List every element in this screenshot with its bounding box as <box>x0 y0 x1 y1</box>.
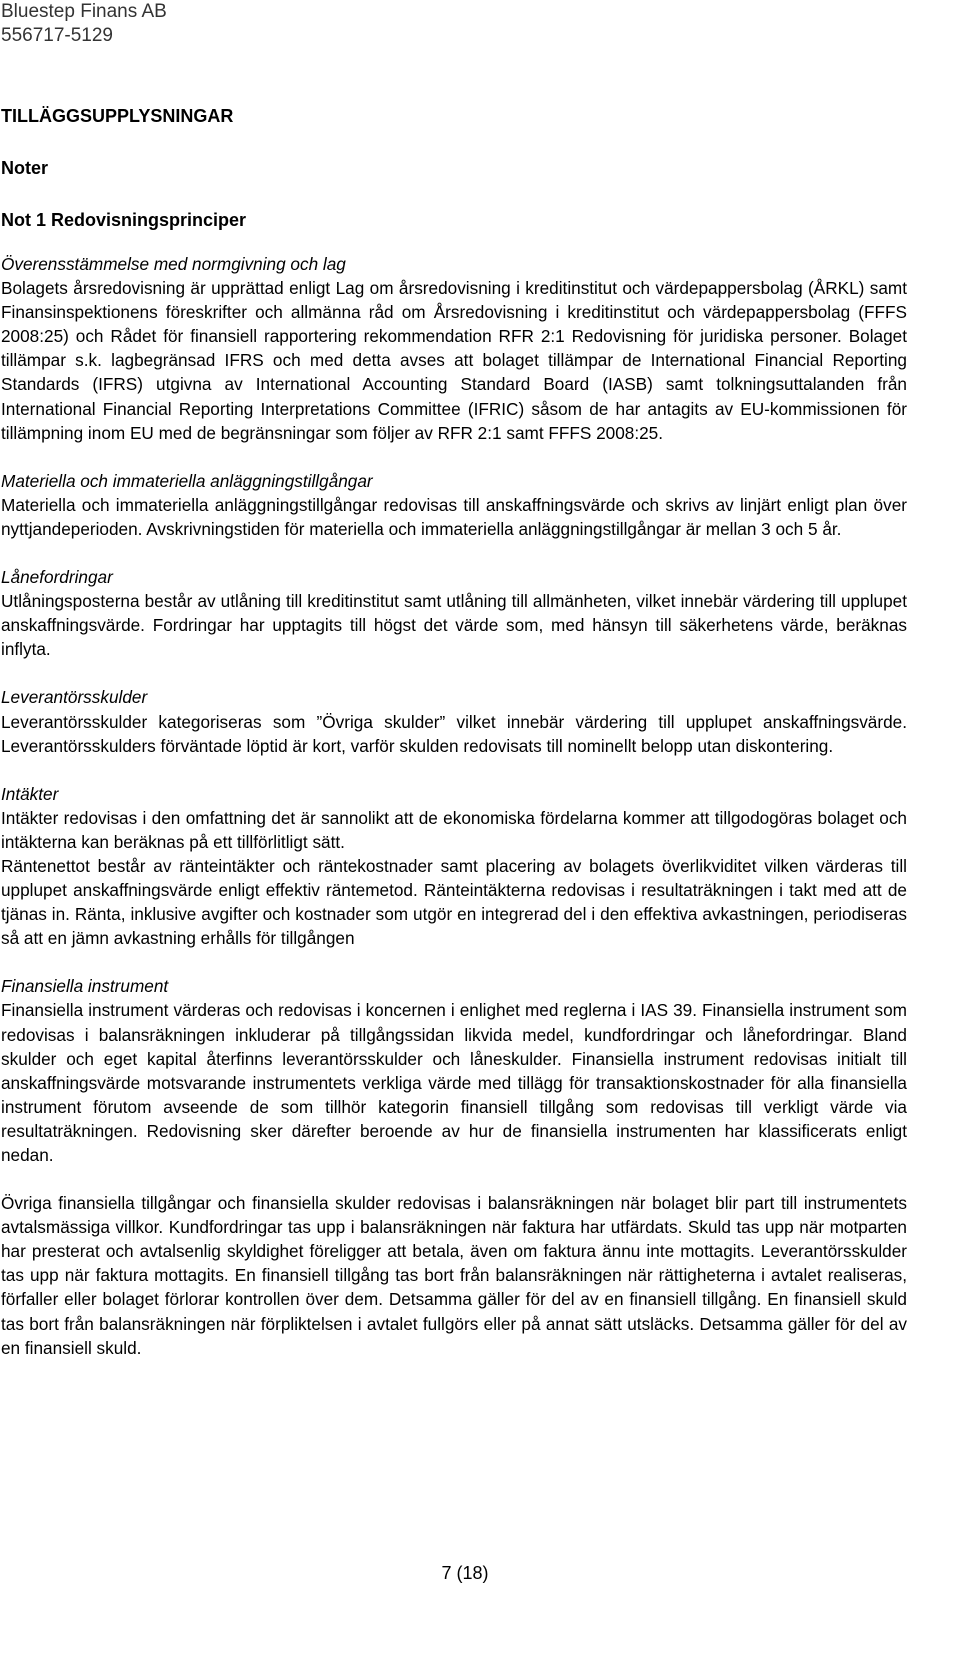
section-heading: Leverantörsskulder <box>1 687 148 708</box>
paragraph: Leverantörsskulder kategoriseras som ”Övriga skulder” vilket innebär värdering till upplupet anskaffningsvärde. Leverantörsskulders förväntade löptid är kort, varför skulden redovisats till nominellt belopp utan diskontering. <box>1 711 907 756</box>
document-title: TILLÄGGSUPPLYSNINGAR <box>1 106 234 126</box>
paragraph: Materiella och immateriella anläggningstillgångar redovisas till anskaffningsvärde och skrivs av linjärt enligt plan över nyttjandeperioden. Avskrivningstiden för materiella och immateriella anläggningstillgångar är mellan 3 och 5 år. <box>1 494 907 539</box>
section <box>1 469 907 541</box>
section <box>1 974 907 1167</box>
paragraph: Bolagets årsredovisning är upprättad enligt Lag om årsredovisning i kreditinstitut och värdepappersbolag (ÅRKL) samt Finansinspektionens föreskrifter och allmänna råd om Årsredovisning i kreditinstitut och värdepappersbolag (FFFS 2008:25) och Rådet för finansiell rapportering rekommendation RFR 2:1 Redovisning för juridiska personer. Bolaget tillämpar s.k. lagbegränsad IFRS och med detta avses att bolaget tillämpar de International Financial Reporting Standards (IFRS) utgivna av International Accounting Standard Board (IASB) samt tolkningsuttalanden från International Financial Reporting Interpretations Committee (IFRIC) såsom de har antagits av EU-kommissionen för tillämpning inom EU med de begränsningar som följer av RFR 2:1 samt FFFS 2008:25. <box>1 278 907 443</box>
section <box>1 252 907 445</box>
paragraph: Utlåningsposterna består av utlåning till kreditinstitut samt utlåning till allmänheten, vilket innebär värdering till upplupet anskaffningsvärde. Fordringar har upptagits till högst det värde som, med hänsyn till säkerhetens värde, beräknas inflyta. <box>1 591 907 660</box>
org-number: 556717-5129 <box>1 25 113 46</box>
section-heading: Finansiella instrument <box>1 976 169 997</box>
section <box>1 565 907 661</box>
section-heading: Materiella och immateriella anläggningstillgångar <box>1 470 373 491</box>
paragraph: Räntenettot består av ränteintäkter och räntekostnader samt placering av bolagets överlikviditet vilken värderas till upplupet anskaffningsvärde enligt effektiv räntemetod. Ränteintäkterna redovisas i resultaträkningen i takt med att de tjänas in. Ränta, inklusive avgifter och kostnader som utgör en integrerad del i den effektiva avkastningen, periodiseras så att en jämn avkastning erhålls för tillgången <box>1 855 907 949</box>
section <box>1 1191 907 1360</box>
company-name: Bluestep Finans AB <box>1 1 167 22</box>
notes-heading: Noter <box>1 158 49 178</box>
note-title: Not 1 Redovisningsprinciper <box>1 210 247 230</box>
section <box>1 685 907 757</box>
document-header <box>1 0 167 48</box>
section-heading: Överensstämmelse med normgivning och lag <box>1 254 346 274</box>
paragraph: Finansiella instrument värderas och redovisas i koncernen i enlighet med reglerna i IAS 39. Finansiella instrument som redovisas i balansräkningen inkluderar på tillgångssidan likvida medel, kundfordringar och lånefordringar. Bland skulder och eget kapital återfinns leverantörsskulder och låneskulder. Finansiella instrument redovisas initialt till anskaffningsvärde motsvarande instrumentets verkliga värde med tillägg för transaktionskostnader för alla finansiella instrument förutom avseende de som tillhör kategorin finansiell tillgång som redovisas till verkligt värde via resultaträkningen. Redovisning sker därefter beroende av hur de finansiella instrumenten har klassificerats enligt nedan. <box>1 1000 907 1165</box>
section <box>1 782 907 951</box>
section-heading: Lånefordringar <box>1 567 113 588</box>
document-body <box>1 252 907 1384</box>
paragraph: Intäkter redovisas i den omfattning det är sannolikt att de ekonomiska fördelarna kommer att tillgodogöras bolaget och intäkterna kan beräknas på ett tillförlitligt sätt. <box>1 807 907 852</box>
paragraph: Övriga finansiella tillgångar och finansiella skulder redovisas i balansräkningen när bolaget blir part till instrumentets avtalsmässiga villkor. Kundfordringar tas upp i balansräkningen när faktura har utfärdats. Skuld tas upp när motparten har presterat och avtalsenlig skyldighet föreligger att betala, även om faktura ännu inte mottagits. Leverantörsskulder tas upp när faktura mottagits. En finansiell tillgång tas bort från balansräkningen när rättigheterna i avtalet realiseras, förfaller eller bolaget förlorar kontrollen över dem. Detsamma gäller för del av en finansiell tillgång. En finansiell skuld tas bort från balansräkningen när förpliktelsen i avtalet fullgörs eller på annat sätt utsläcks. Detsamma gäller för del av en finansiell skuld. <box>1 1193 907 1358</box>
page-number: 7 (18) <box>441 1563 489 1583</box>
section-heading: Intäkter <box>1 783 59 804</box>
